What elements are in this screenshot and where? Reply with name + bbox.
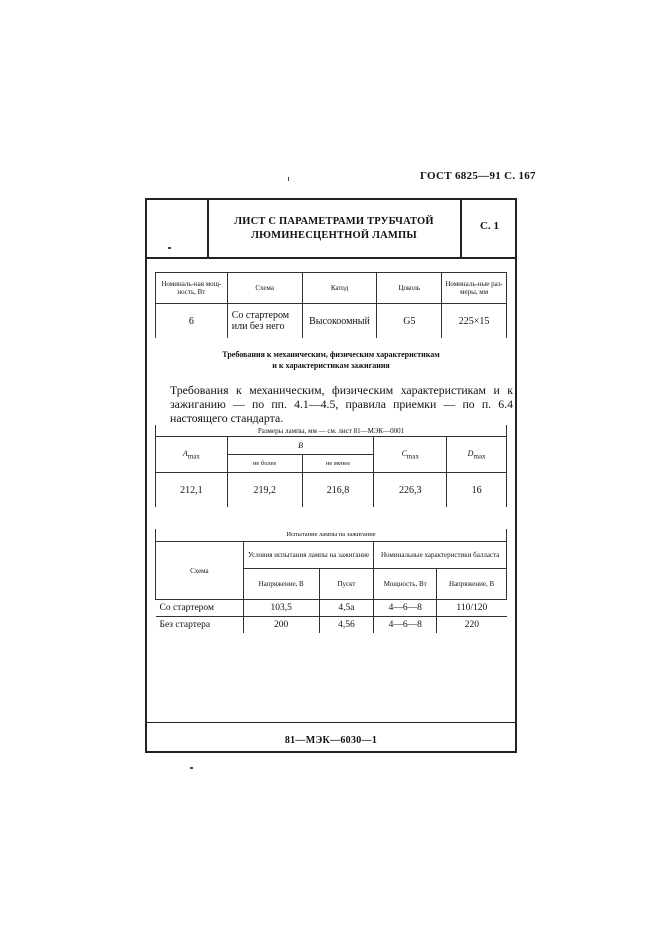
dim-b-not-less: не менее: [302, 455, 374, 473]
ignition-row2-voltage2: 220: [437, 617, 507, 634]
gost-header: ГОСТ 6825—91 С. 167: [420, 170, 536, 182]
footer-code: 81—МЭК—6030—1: [284, 735, 378, 746]
header-power: Номиналь-ная мощ-ность, Вт: [156, 273, 228, 304]
dim-c-value: 226,3: [374, 473, 447, 508]
footer-divider: [145, 722, 517, 723]
dim-b-not-more: не более: [227, 455, 302, 473]
value-base: G5: [377, 304, 442, 339]
ignition-table: [155, 529, 507, 633]
dim-a-header: $A_{max}$: [156, 437, 228, 473]
ignition-row1-voltage2: 110/120: [437, 600, 507, 617]
dim-d-header: $D_{max}$: [447, 437, 507, 473]
dim-b-min-value: 216,8: [302, 473, 374, 508]
ignition-power-header: Мощность, Вт: [374, 569, 437, 600]
requirements-title-line1: Требования к механическим, физическим характеристикам: [222, 350, 440, 359]
title-divider-bottom: [145, 257, 517, 259]
sheet-title: [210, 215, 458, 243]
scan-speck: [190, 767, 193, 769]
ignition-start-header: Пускт: [319, 569, 374, 600]
dim-a-value: 212,1: [156, 473, 228, 508]
params-table: [155, 272, 507, 338]
header-cathode: Катод: [302, 273, 377, 304]
value-dimensions: 225×15: [442, 304, 507, 339]
dim-c-header: $C_{max}$: [374, 437, 447, 473]
header-dimensions: Номиналь-ные раз-меры, мм: [442, 273, 507, 304]
dimensions-table: [155, 425, 507, 507]
ignition-row1-start: 4,5a: [319, 600, 374, 617]
ignition-row1-scheme: Со стартером: [156, 600, 244, 617]
ignition-row2-power: 4—6—8: [374, 617, 437, 634]
ignition-caption: Испытание лампы на зажигание: [156, 529, 507, 542]
ignition-row1-power: 4—6—8: [374, 600, 437, 617]
ignition-row1-voltage: 103,5: [243, 600, 319, 617]
value-scheme: Со стартером или без него: [227, 304, 302, 339]
sheet-number: С. 1: [480, 220, 499, 232]
ignition-voltage-header: Напряжение, В: [243, 569, 319, 600]
requirements-text: Требования к механическим, физическим характеристикам и к зажиганию — по пп. 4.1—4.5, правила приемки — по п. 6.4 настоящего стандарта.: [170, 383, 513, 425]
sheet-title-line1: ЛИСТ С ПАРАМЕТРАМИ ТРУБЧАТОЙ: [234, 216, 434, 227]
ignition-row2-scheme: Без стартера: [159, 620, 211, 630]
ignition-scheme-header: Схема: [156, 542, 244, 600]
header-scheme: Схема: [227, 273, 302, 304]
scan-speck: [168, 247, 171, 249]
requirements-title: [155, 349, 507, 371]
dim-d-value: 16: [447, 473, 507, 508]
header-base: Цоколь: [377, 273, 442, 304]
value-cathode: Высокоомный: [302, 304, 377, 339]
table-row: [156, 617, 507, 634]
dimensions-caption: Размеры лампы, мм — см. лист 81—МЭК—0001: [156, 425, 507, 437]
sheet-title-line2: ЛЮМИНЕСЦЕНТНОЙ ЛАМПЫ: [251, 230, 417, 241]
ignition-row2-start: 4,56: [319, 617, 374, 634]
ignition-ballast-header: Номинальные характеристики балласта: [374, 542, 507, 569]
scan-speck: [288, 177, 289, 181]
dim-b-max-value: 219,2: [227, 473, 302, 508]
dim-b-header: B: [227, 437, 374, 455]
value-power: 6: [156, 304, 228, 339]
ignition-voltage2-header: Напряжение, В: [437, 569, 507, 600]
title-divider-left: [207, 198, 209, 258]
table-row: [156, 600, 507, 617]
ignition-row2-voltage: 200: [243, 617, 319, 634]
requirements-title-line2: и к характеристикам зажигания: [272, 361, 390, 370]
ignition-conditions-header: Условия испытания лампы на зажигание: [243, 542, 374, 569]
